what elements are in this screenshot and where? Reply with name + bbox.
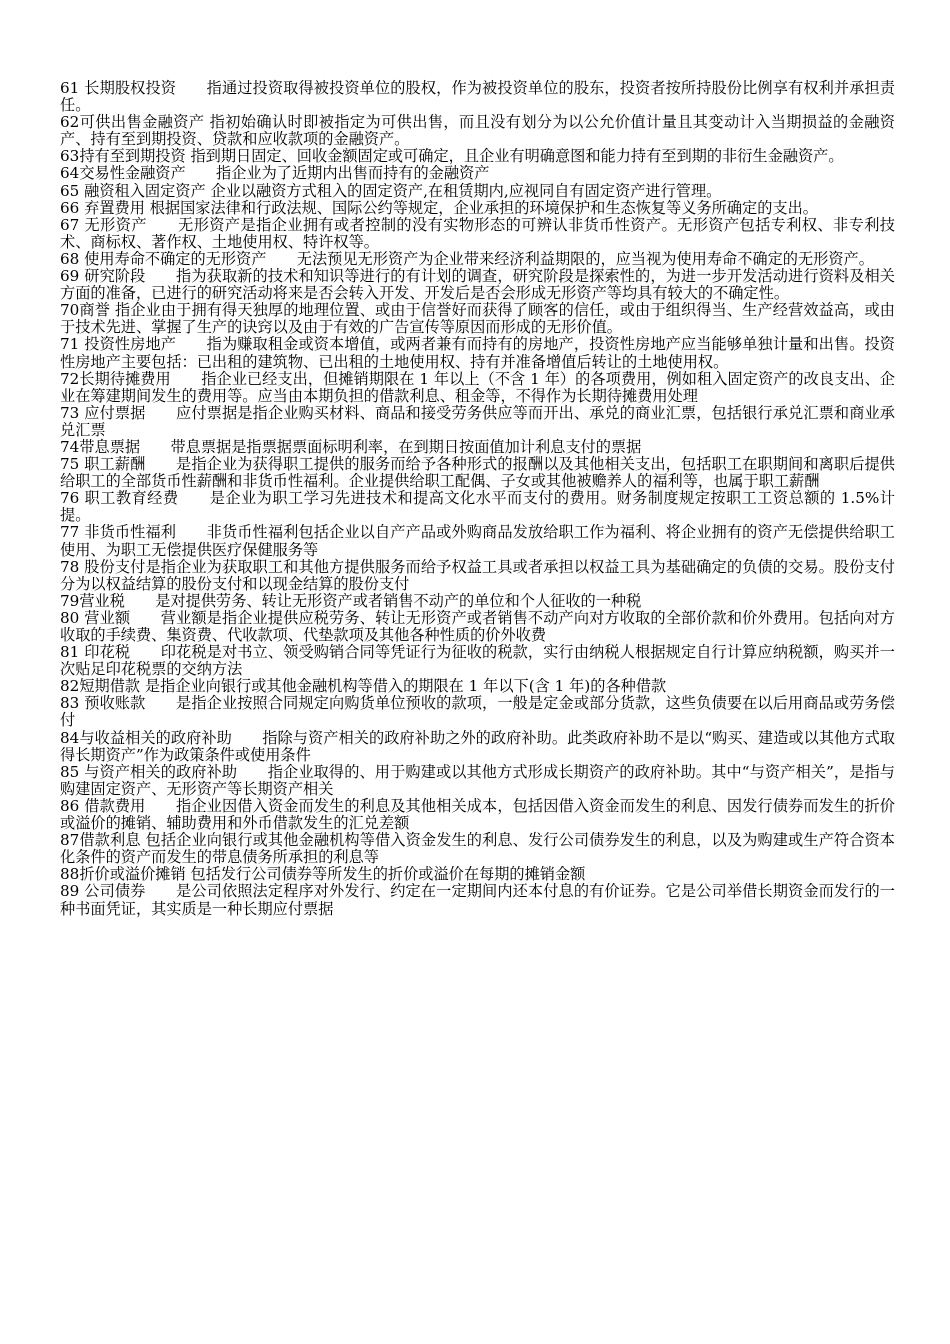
entry-67: 67 无形资产 无形资产是指企业拥有或者控制的没有实物形态的可辨认非货币性资产。无形资产包括专利权、非专利技术、商标权、著作权、土地使用权、特许权等。: [60, 215, 895, 251]
entry-89: 89 公司债券 是公司依照法定程序对外发行、约定在一定期间内还本付息的有价证券。它是公司举借长期资金而发行的一种书面凭证，其实质是一种长期应付票据: [60, 882, 895, 918]
document-body: [60, 80, 895, 918]
entry-75: 75 职工薪酬 是指企业为获得职工提供的服务而给予各种形式的报酬以及其他相关支出，包括职工在职期间和离职后提供给职工的全部货币性薪酬和非货币性福利。企业提供给职工配偶、子女或其他被赡养人的福利等，也属于职工薪酬: [60, 455, 895, 491]
entry-78: 78 股份支付是指企业为获取职工和其他方提供服务而给予权益工具或者承担以权益工具为基础确定的负债的交易。股份支付分为以权益结算的股份支付和以现金结算的股份支付: [60, 557, 895, 593]
entry-87: 87借款利息 包括企业向银行或其他金融机构等借入资金发生的利息、发行公司债券发生的利息，以及为购建或生产符合资本化条件的资产而发生的带息债务所承担的利息等: [60, 831, 895, 867]
entry-73: 73 应付票据 应付票据是指企业购买材料、商品和接受劳务供应等而开出、承兑的商业汇票，包括银行承兑汇票和商业承兑汇票: [60, 403, 895, 439]
entry-77: 77 非货币性福利 非货币性福利包括企业以自产产品或外购商品发放给职工作为福利、将企业拥有的资产无偿提供给职工使用、为职工无偿提供医疗保健服务等: [60, 523, 895, 559]
entry-68: 68 使用寿命不确定的无形资产 无法预见无形资产为企业带来经济利益期限的，应当视为使用寿命不确定的无形资产。: [60, 249, 874, 268]
entry-63: 63持有至到期投资 指到期日固定、回收金额固定或可确定，且企业有明确意图和能力持有至到期的非衍生金融资产。: [60, 147, 844, 166]
entry-82: 82短期借款 是指企业向银行或其他金融机构等借入的期限在 1 年以下(含 1 年)的各种借款: [60, 677, 667, 696]
entry-85: 85 与资产相关的政府补助 指企业取得的、用于购建或以其他方式形成长期资产的政府补助。其中“与资产相关”，是指与购建固定资产、无形资产等长期资产相关: [60, 762, 895, 798]
entry-61: 61 长期股权投资 指通过投资取得被投资单位的股权，作为被投资单位的股东，投资者按所持股份比例享有权利并承担责任。: [60, 79, 895, 115]
entry-79: 79营业税 是对提供劳务、转让无形资产或者销售不动产的单位和个人征收的一种税: [60, 591, 642, 610]
entry-72: 72长期待摊费用 指企业已经支出，但摊销期限在 1 年以上（不含 1 年）的各项费用，例如租入固定资产的改良支出、企业在筹建期间发生的费用等。应当由本期负担的借款利息、租金等，不得作为长期待摊费用处理: [60, 369, 895, 405]
entry-69: 69 研究阶段 指为获取新的技术和知识等进行的有计划的调查，研究阶段是探索性的，为进一步开发活动进行资料及相关方面的准备，已进行的研究活动将来是否会转入开发、开发后是否会形成无形资产等均具有较大的不确定性。: [60, 267, 895, 303]
entry-71: 71 投资性房地产 指为赚取租金或资本增值，或两者兼有而持有的房地产，投资性房地产应当能够单独计量和出售。投资性房地产主要包括：已出租的建筑物、已出租的土地使用权、持有并准备增值后转让的土地使用权。: [60, 335, 895, 371]
entry-66: 66 弃置费用 根据国家法律和行政法规、国际公约等规定，企业承担的环境保护和生态恢复等义务所确定的支出。: [60, 198, 818, 217]
entry-74: 74带息票据 带息票据是指票据票面标明利率，在到期日按面值加计利息支付的票据: [60, 437, 642, 456]
entry-62: 62可供出售金融资产 指初始确认时即被指定为可供出售，而且没有划分为以公允价值计量且其变动计入当期损益的金融资产、持有至到期投资、贷款和应收款项的金融资产。: [60, 113, 895, 149]
entry-86: 86 借款费用 指企业因借入资金而发生的利息及其他相关成本，包括因借入资金而发生的利息、因发行债券而发生的折价或溢价的摊销、辅助费用和外币借款发生的汇兑差额: [60, 796, 895, 833]
entry-81: 81 印花税 印花税是对书立、领受购销合同等凭证行为征收的税款，实行由纳税人根据规定自行计算应纳税额，购买并一次贴足印花税票的交纳方法: [60, 643, 895, 679]
entry-76: 76 职工教育经费 是企业为职工学习先进技术和提高文化水平而支付的费用。财务制度规定按职工工资总额的 1.5%计提。: [60, 489, 895, 525]
entry-65: 65 融资租入固定资产 企业以融资方式租入的固定资产,在租赁期内,应视同自有固定资产进行管理。: [60, 181, 722, 200]
entry-64: 64交易性金融资产 指企业为了近期内出售而持有的金融资产: [60, 164, 490, 183]
entry-70: 70商誉 指企业由于拥有得天独厚的地理位置、或由于信誉好而获得了顾客的信任，或由于组织得当、生产经营效益高，或由于技术先进、掌握了生产的诀窍以及由于有效的广告宣传等原因而形成的无形价值。: [60, 301, 895, 337]
entry-80: 80 营业额 营业额是指企业提供应税劳务、转让无形资产或者销售不动产向对方收取的全部价款和价外费用。包括向对方收取的手续费、集资费、代收款项、代垫款项及其他各种性质的价外收费: [60, 608, 895, 644]
entry-84: 84与收益相关的政府补助 指除与资产相关的政府补助之外的政府补助。此类政府补助不是以“购买、建造或以其他方式取得长期资产”作为政策条件或使用条件: [60, 728, 895, 764]
entry-88: 88折价或溢价摊销 包括发行公司债券等所发生的折价或溢价在每期的摊销金额: [60, 865, 586, 884]
entry-83: 83 预收账款 是指企业按照合同规定向购货单位预收的款项，一般是定金或部分货款，这些负债要在以后用商品或劳务偿付: [60, 694, 895, 730]
